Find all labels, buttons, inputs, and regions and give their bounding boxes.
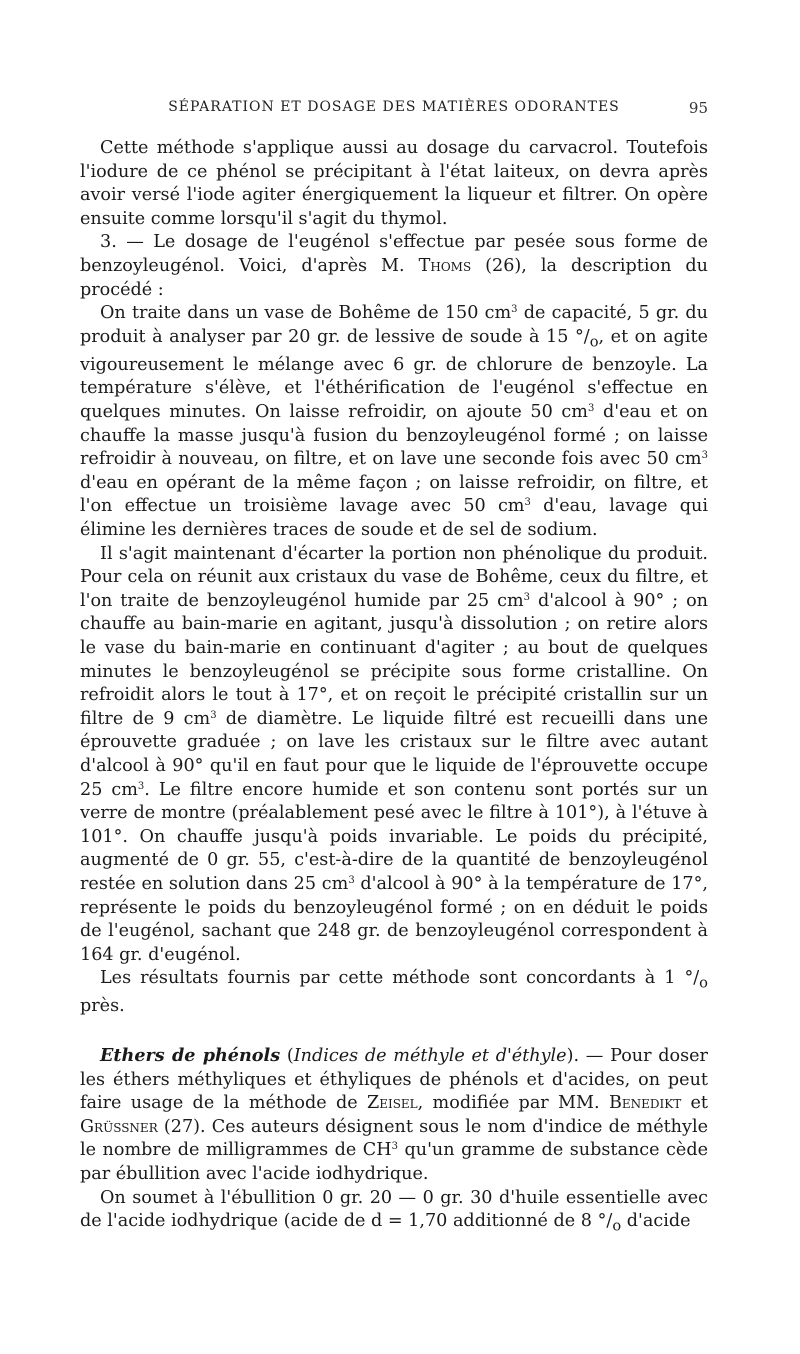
- page-number: 95: [688, 99, 708, 117]
- paragraph-boiling: On soumet à l'ébullition 0 gr. 20 — 0 gr. 30 d'huile essentielle avec de l'acide iodhydrique (acide de d = 1,70 additionné de 8 $^\circ/_o$ d'acide: [80, 1187, 708, 1235]
- paragraph-results: Les résultats fournis par cette méthode sont concordants à 1 $^\circ/_o$ près.: [80, 968, 708, 1017]
- section-heading: Ethers de phénols: [100, 1045, 281, 1066]
- paragraph-procedure: On traite dans un vase de Bohême de 150 $cm^3$ de capacité, 5 gr. du produit à analyser par 20 gr. de lessive de soude à 15 $^\circ/_o$, et on agite vigoureusement le mélange avec 6 gr. de chlorure de benzoyle. La température s'élève, et l'éthérification de l'eugénol s'effectue en quelques minutes. On laisse refroidir, on ajoute 50 $cm^3$ d'eau et on chauffe la masse jusqu'à fusion du benzoyleugénol formé ; on laisse refroidir à nouveau, on filtre, et on lave une seconde fois avec 50 $cm^3$ d'eau en opérant de la même façon ; on laisse refroidir, on filtre, et l'on effectue un troisième lavage avec 50 $cm^3$ d'eau, lavage qui élimine les dernières traces de soude et de sel de sodium.: [80, 303, 709, 541]
- author-thoms: Thoms: [418, 255, 472, 276]
- paragraph-purification: Il s'agit maintenant d'écarter la portion non phénolique du produit. Pour cela on réunit aux cristaux du vase de Bohême, ceux du filtre, et l'on traite de benzoyleugénol humide par 25 $cm^3$ d'alcool à 90° ; on chauffe au bain-marie en agitant, jusqu'à dissolution ; on retire alors le vase du bain-marie en continuant d'agiter ; au bout de quelques minutes le benzoyleugénol se précipite sous forme cristalline. On refroidit alors le tout à 17°, et on reçoit le précipité cristallin sur un filtre de 9 $cm^3$ de diamètre. Le liquide filtré est recueilli dans une éprouvette graduée ; on lave les cristaux sur le filtre avec autant d'alcool à 90° qu'il en faut pour que le liquide de l'éprouvette occupe 25 $cm^3$. Le filtre encore humide et son contenu sont portés sur un verre de montre (préalablement pesé avec le filtre à 101°), à l'étuve à 101°. On chauffe jusqu'à poids invariable. Le poids du précipité, augmenté de 0 gr. 55, c'est-à-dire de la quantité de benzoyleugénol restée en solution dans 25 $cm^3$ d'alcool à 90° à la température de 17°, représente le poids du benzoyleugénol formé ; on en déduit le poids de l'eugénol, sachant que 248 gr. de benzoyleugénol correspondent à 164 gr. d'eugénol.: [80, 543, 709, 965]
- paragraph-phenol-ethers: Ethers de phénols (Indices de méthyle et d'éthyle). — Pour doser les éthers méthyliques et éthyliques de phénols et d'acides, on peut faire usage de la méthode de Zeisel, modifiée par MM. Benedikt et Grüssner (27). Ces auteurs désignent sous le nom d'indice de méthyle le nombre de milligrammes de $CH^3$ qu'un gramme de substance cède par ébullition avec l'acide iodhydrique.: [80, 1045, 708, 1184]
- author-benedikt: Benedikt: [608, 1093, 682, 1114]
- running-header: [80, 99, 708, 123]
- paragraph-carvacrol: Cette méthode s'applique aussi au dosage du carvacrol. Toutefois l'iodure de ce phénol se précipitant à l'état laiteux, on devra après avoir versé l'iode agiter énergiquement la liqueur et filtrer. On opère ensuite comme lorsqu'il s'agit du thymol.: [80, 138, 708, 229]
- running-title: SÉPARATION ET DOSAGE DES MATIÈRES ODORANTES: [168, 99, 620, 115]
- paragraph-eugenol-intro: 3. — Le dosage de l'eugénol s'effectue par pesée sous forme de benzoyleugénol. Voici, d'après M. Thoms (26), la description du procédé :: [80, 232, 708, 300]
- author-grussner: Grüssner: [80, 1116, 158, 1137]
- body-text: [80, 137, 708, 1238]
- author-zeisel: Zeisel: [366, 1093, 418, 1114]
